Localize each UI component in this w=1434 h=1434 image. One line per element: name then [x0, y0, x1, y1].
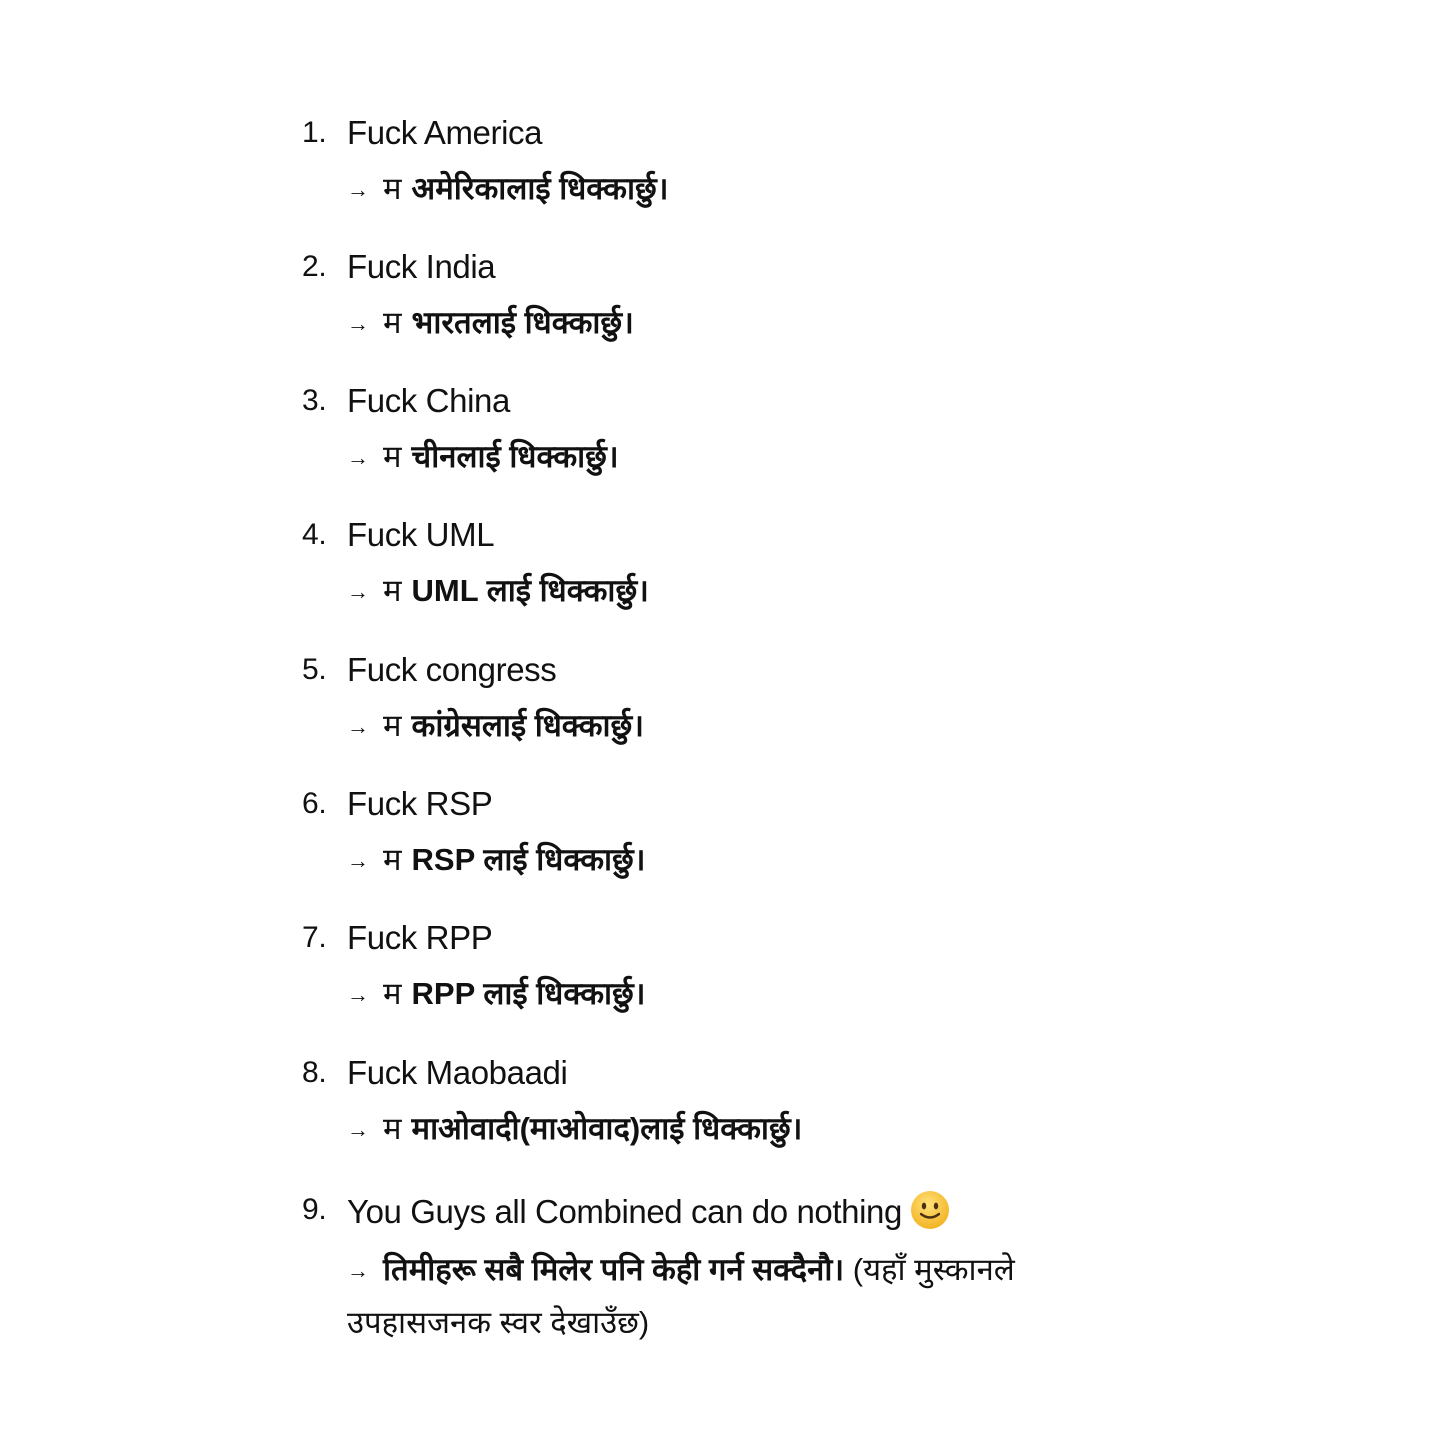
item-number: 7. [302, 921, 327, 954]
item-number: 9. [302, 1193, 327, 1226]
arrow-icon: → [347, 714, 369, 739]
nepali-text: UML लाई धिक्कार्छु। [411, 573, 649, 608]
item-number: 8. [302, 1056, 327, 1089]
arrow-icon: → [347, 177, 369, 202]
nepali-translation [347, 301, 634, 346]
english-phrase: Fuck India [347, 248, 496, 285]
nepali-text: माओवादी(माओवाद)लाई धिक्कार्छु। [411, 1111, 803, 1146]
slightly-smiling-face-icon [910, 1190, 950, 1230]
english-phrase: Fuck Maobaadi [347, 1054, 568, 1091]
nepali-text: कांग्रेसलाई धिक्कार्छु। [411, 708, 645, 743]
item-number: 6. [302, 787, 327, 820]
nepali-text: चीनलाई धिक्कार्छु। [411, 439, 619, 474]
nepali-translation [347, 704, 644, 749]
translation-note: (यहाँ मुस्कानले उपहासजनक स्वर देखाउँछ) [347, 1252, 1015, 1340]
nepali-text: अमेरिकालाई धिक्कार्छु। [411, 171, 669, 206]
arrow-icon: → [347, 848, 369, 873]
item-number: 2. [302, 250, 327, 283]
nepali-prefix: म [383, 439, 402, 474]
english-phrase: Fuck RSP [347, 785, 493, 822]
english-phrase: Fuck UML [347, 516, 495, 553]
nepali-prefix: म [383, 305, 402, 340]
nepali-translation [347, 569, 649, 614]
arrow-icon: → [347, 311, 369, 336]
item-number: 1. [302, 116, 327, 149]
arrow-icon: → [347, 445, 369, 470]
item-number: 3. [302, 384, 327, 417]
english-phrase-text: You Guys all Combined can do nothing [347, 1193, 902, 1230]
item-number: 4. [302, 518, 327, 551]
nepali-translation [347, 167, 669, 212]
english-phrase: Fuck RPP [347, 919, 493, 956]
nepali-text: तिमीहरू सबै मिलेर पनि केही गर्न सक्दैनौ। [383, 1252, 845, 1287]
english-phrase [347, 1190, 950, 1232]
arrow-icon: → [347, 1258, 369, 1283]
nepali-prefix: म [383, 1111, 402, 1146]
english-phrase: Fuck America [347, 114, 543, 151]
nepali-prefix: म [383, 842, 402, 877]
nepali-translation [347, 1107, 802, 1152]
nepali-prefix: म [383, 976, 402, 1011]
nepali-prefix: म [383, 171, 402, 206]
arrow-icon: → [347, 1117, 369, 1142]
english-phrase: Fuck congress [347, 651, 557, 688]
nepali-text: RPP लाई धिक्कार्छु। [411, 976, 646, 1011]
item-number: 5. [302, 653, 327, 686]
nepali-text: भारतलाई धिक्कार्छु। [411, 305, 634, 340]
nepali-translation [347, 1244, 1167, 1349]
nepali-text: RSP लाई धिक्कार्छु। [411, 842, 646, 877]
nepali-translation [347, 838, 646, 883]
nepali-translation [347, 435, 619, 480]
arrow-icon: → [347, 579, 369, 604]
nepali-translation [347, 972, 646, 1017]
arrow-icon: → [347, 982, 369, 1007]
english-phrase: Fuck China [347, 382, 510, 419]
nepali-prefix: म [383, 573, 402, 608]
nepali-prefix: म [383, 708, 402, 743]
